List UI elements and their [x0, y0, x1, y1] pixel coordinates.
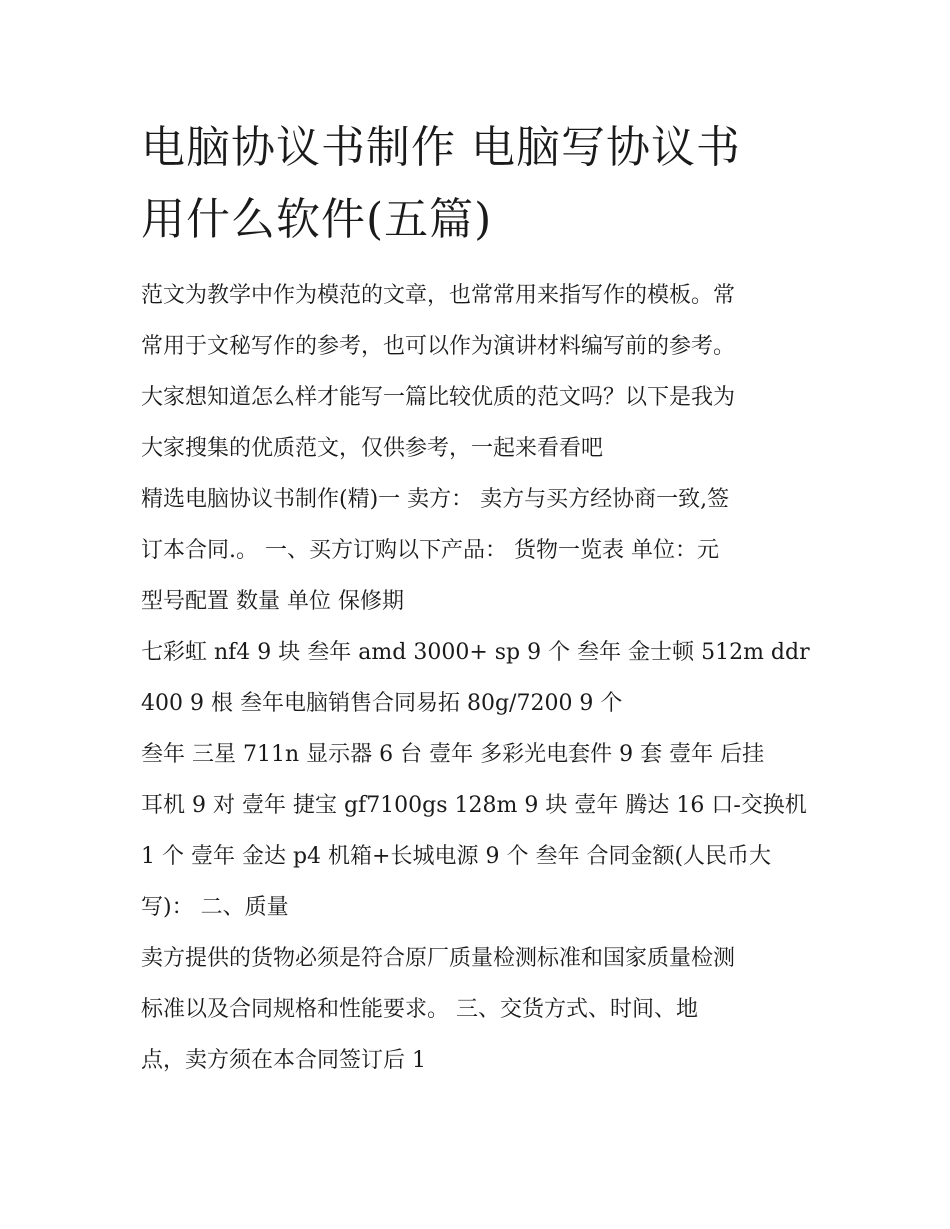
text-line: 写)： 二、质量 [141, 895, 289, 920]
document-title [141, 112, 813, 256]
text-line: 1 个 壹年 金达 p4 机箱+长城电源 9 个 叁年 合同金额(人民币大 [141, 844, 772, 869]
title-line-2: 用什么软件(五篇) [141, 194, 493, 245]
text-line: 范文为教学中作为模范的文章，也常常用来指写作的模板。常 [141, 283, 736, 308]
text-line: 400 9 根 叁年电脑销售合同易拓 80g/7200 9 个 [141, 691, 623, 716]
text-line: 订本合同.。 一、买方订购以下产品： 货物一览表 单位：元 [141, 538, 719, 563]
document-page [141, 112, 813, 1086]
text-line: 点，卖方须在本合同签订后 1 [141, 1048, 426, 1073]
table-header-paragraph [141, 576, 813, 627]
intro-paragraph [141, 270, 813, 474]
text-line: 标准以及合同规格和性能要求。 三、交货方式、时间、地 [141, 997, 698, 1022]
text-line: 精选电脑协议书制作(精)一 卖方： 卖方与买方经协商一致,签 [141, 487, 730, 512]
title-line-1: 电脑协议书制作 电脑写协议书 [141, 122, 741, 173]
text-line: 大家想知道怎么样才能写一篇比较优质的范文吗？以下是我为 [141, 385, 736, 410]
text-line: 七彩虹 nf4 9 块 叁年 amd 3000+ sp 9 个 叁年 金士顿 512m ddr [141, 640, 810, 665]
contract-intro-paragraph [141, 474, 813, 576]
product-list-paragraph-1 [141, 627, 813, 729]
text-line: 卖方提供的货物必须是符合原厂质量检测标准和国家质量检测 [141, 946, 736, 971]
text-line: 常用于文秘写作的参考，也可以作为演讲材料编写前的参考。 [141, 334, 736, 359]
text-line: 叁年 三星 711n 显示器 6 台 壹年 多彩光电套件 9 套 壹年 后挂 [141, 742, 765, 767]
text-line: 型号配置 数量 单位 保修期 [141, 589, 404, 614]
text-line: 耳机 9 对 壹年 捷宝 gf7100gs 128m 9 块 壹年 腾达 16 口-交换机 [141, 793, 807, 818]
quality-paragraph [141, 933, 813, 1086]
text-line: 大家搜集的优质范文，仅供参考，一起来看看吧 [141, 436, 604, 461]
product-list-paragraph-2 [141, 729, 813, 933]
